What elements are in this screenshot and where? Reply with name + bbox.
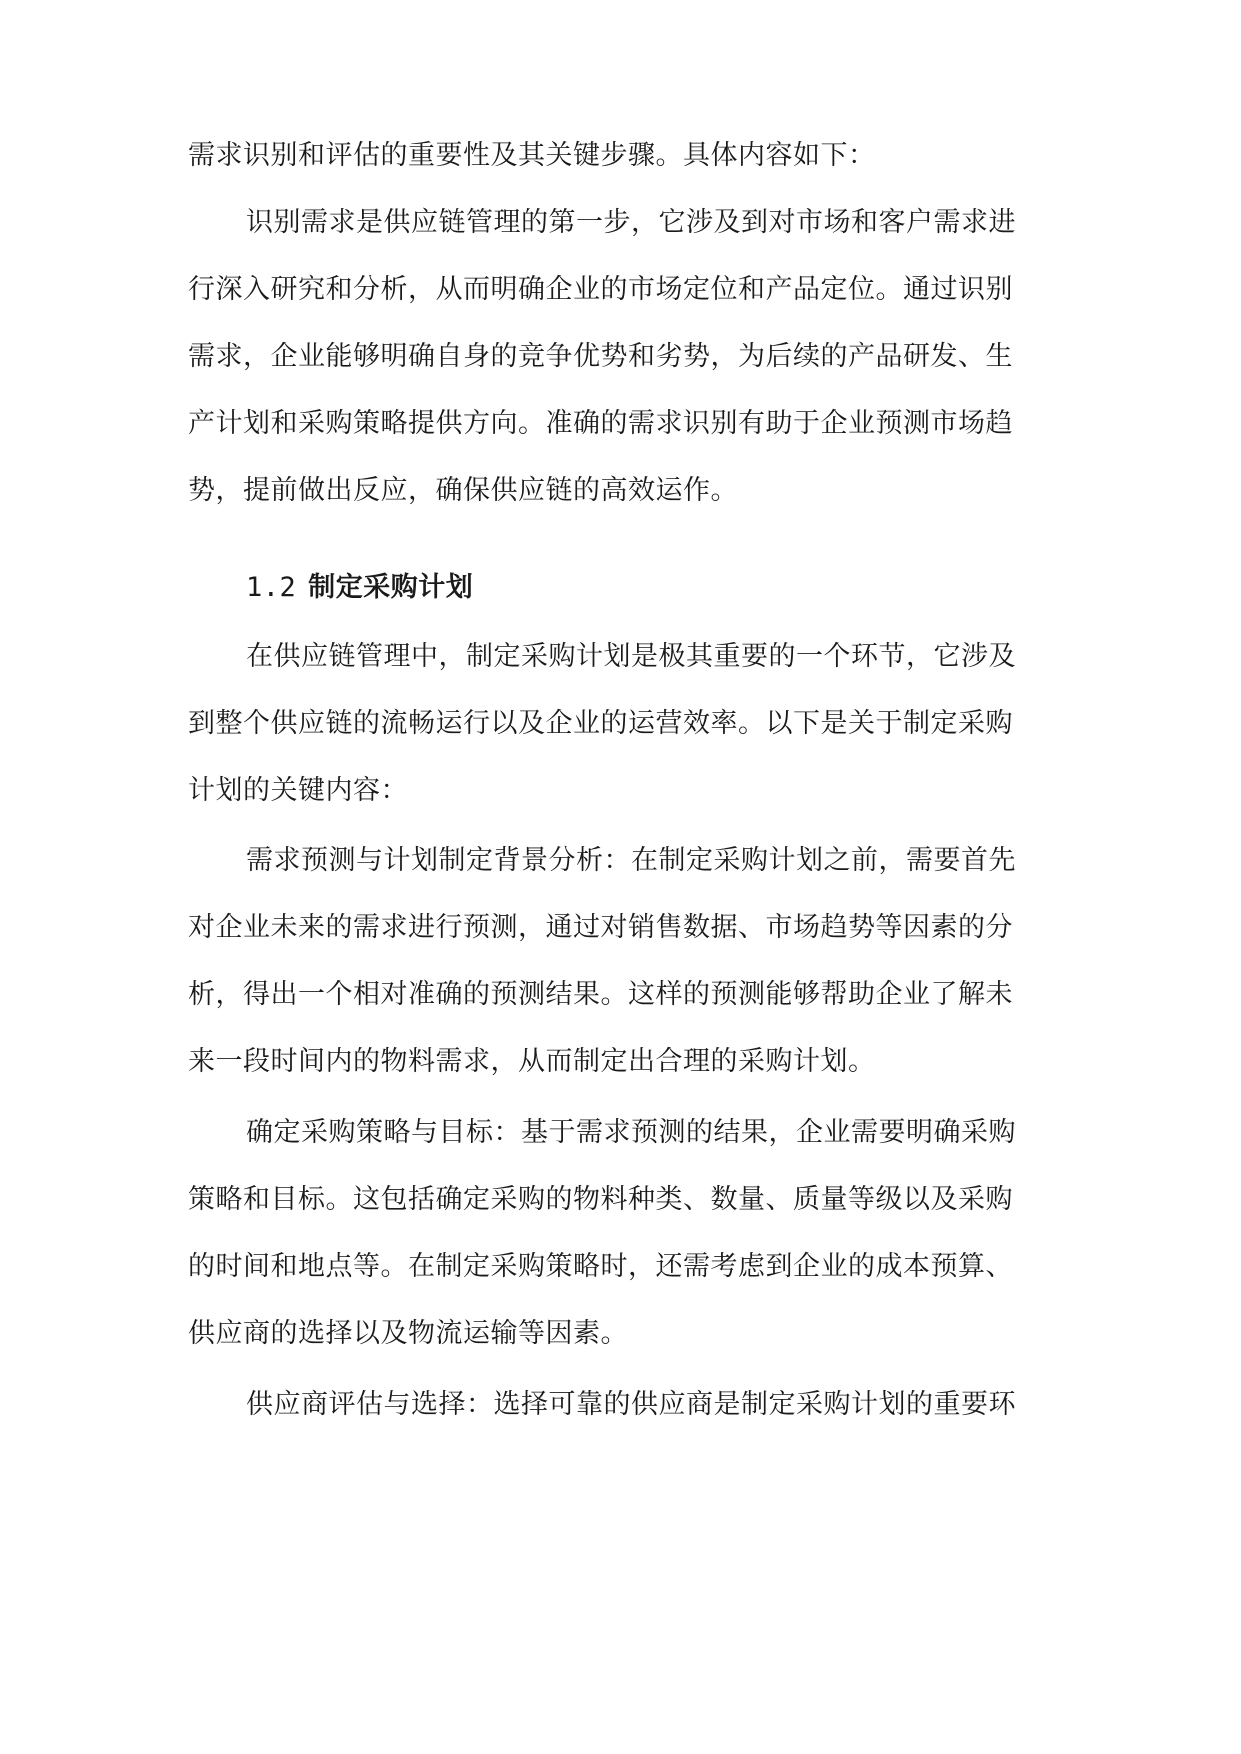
paragraph-line: 需求，企业能够明确自身的竞争优势和劣势，为后续的产品研发、生 xyxy=(188,341,1013,372)
paragraph-line: 需求预测与计划制定背景分析：在制定采购计划之前，需要首先 xyxy=(246,845,1016,876)
paragraph-line: 计划的关键内容： xyxy=(188,775,408,806)
paragraph-line: 识别需求是供应链管理的第一步，它涉及到对市场和客户需求进 xyxy=(246,207,1016,238)
section-heading xyxy=(246,568,473,608)
paragraph-line: 对企业未来的需求进行预测，通过对销售数据、市场趋势等因素的分 xyxy=(188,912,1013,943)
intro-line: 需求识别和评估的重要性及其关键步骤。具体内容如下： xyxy=(188,140,876,171)
paragraph-line: 策略和目标。这包括确定采购的物料种类、数量、质量等级以及采购 xyxy=(188,1184,1013,1215)
paragraph-line: 在供应链管理中，制定采购计划是极其重要的一个环节，它涉及 xyxy=(246,641,1016,672)
paragraph-line: 析，得出一个相对准确的预测结果。这样的预测能够帮助企业了解未 xyxy=(188,979,1013,1010)
paragraph-line: 到整个供应链的流畅运行以及企业的运营效率。以下是关于制定采购 xyxy=(188,708,1013,739)
paragraph-line: 供应商评估与选择：选择可靠的供应商是制定采购计划的重要环 xyxy=(246,1389,1016,1420)
paragraph-line: 确定采购策略与目标：基于需求预测的结果，企业需要明确采购 xyxy=(246,1117,1016,1148)
paragraph-line: 来一段时间内的物料需求，从而制定出合理的采购计划。 xyxy=(188,1046,876,1077)
paragraph-line: 供应商的选择以及物流运输等因素。 xyxy=(188,1318,628,1349)
section-number: 1.2 xyxy=(246,572,297,603)
paragraph-line: 行深入研究和分析，从而明确企业的市场定位和产品定位。通过识别 xyxy=(188,274,1013,305)
paragraph-line: 的时间和地点等。在制定采购策略时，还需考虑到企业的成本预算、 xyxy=(188,1251,1013,1282)
section-title: 制定采购计划 xyxy=(308,572,474,603)
paragraph-line: 势，提前做出反应，确保供应链的高效运作。 xyxy=(188,475,738,506)
paragraph-line: 产计划和采购策略提供方向。准确的需求识别有助于企业预测市场趋 xyxy=(188,408,1013,439)
